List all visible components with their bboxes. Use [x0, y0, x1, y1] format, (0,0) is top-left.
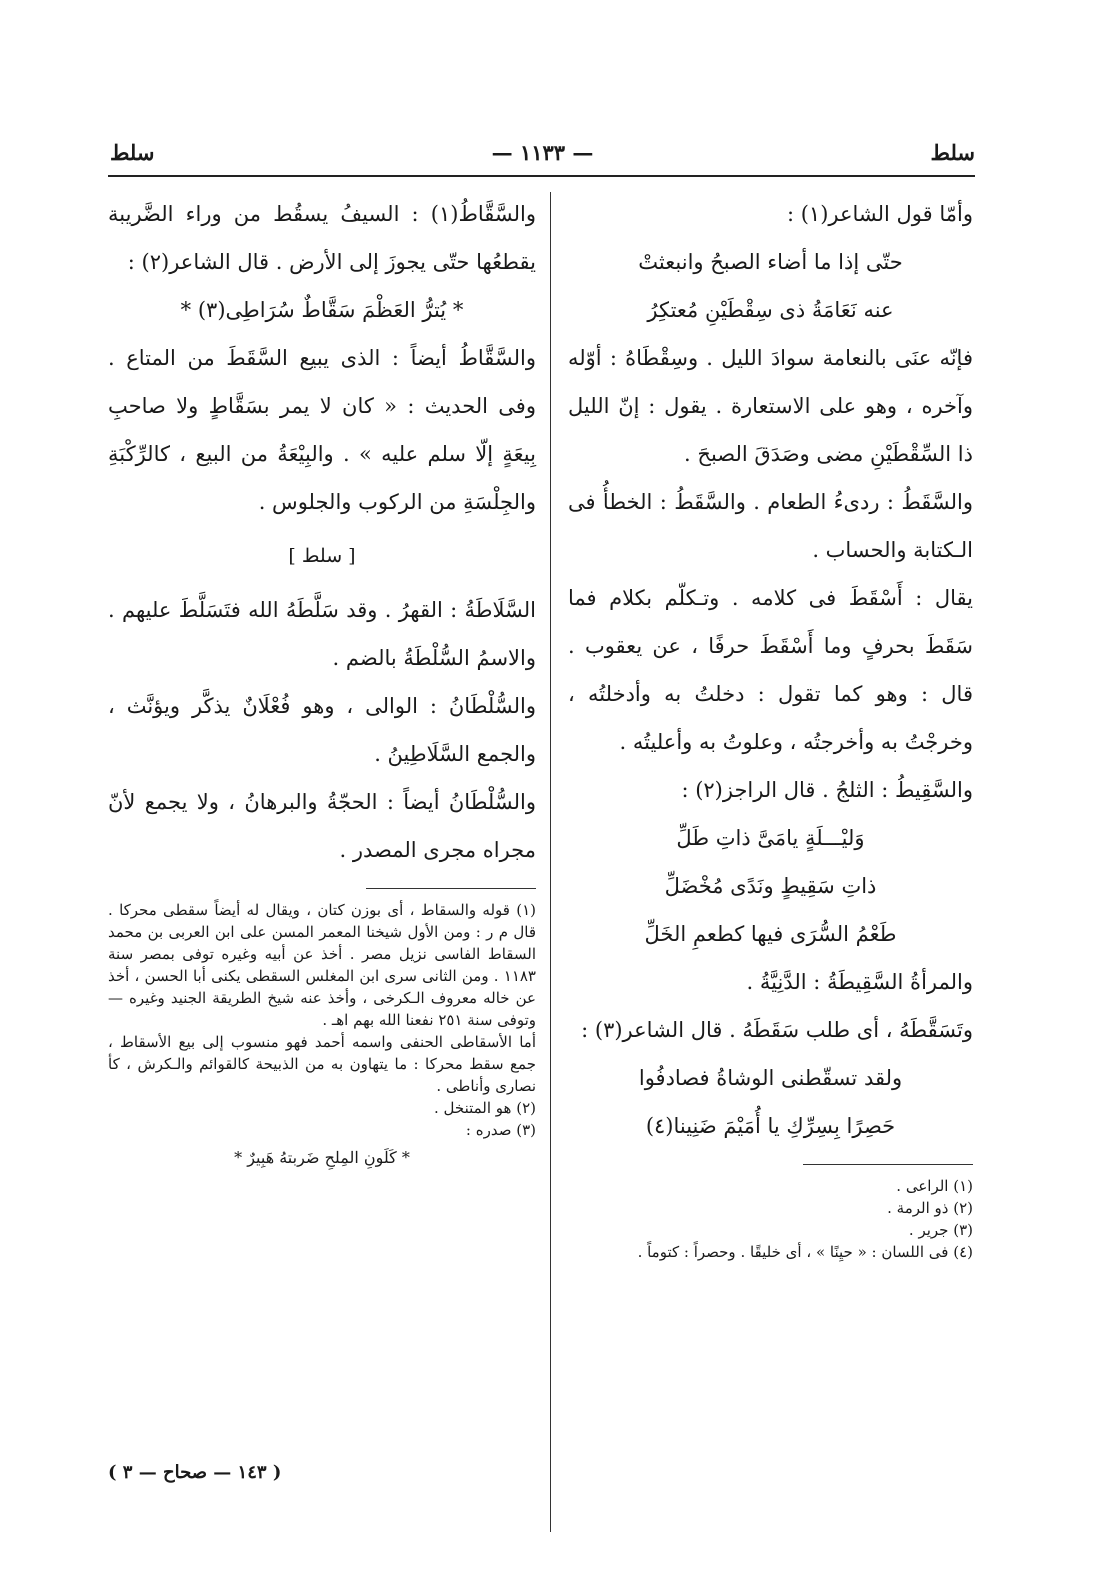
entry-paragraph: وتَسَقَّطَهُ ، أى طلب سَقَطَهُ . قال الشاعر(٣) : — [581, 1018, 973, 1042]
poetry-verse: ذاتِ سَقِيطٍ ونَدًى مُخْضَلِّ — [664, 874, 877, 898]
entry-paragraph: والسَّقَّاطُ أيضاً : الذى يبيع السَّقَطَ من المتاع . وفى الحديث : « كان لا يمر بسَقَّاطٍ ولا صاحبِ بِيعَةٍ إلّا سلم عليه » . والبِيْعَةُ من البيع ، كالرِّكْبَةِ والجِلْسَةِ من الركوب والجلوس . — [108, 346, 536, 514]
page-number: — ١١٣٣ — — [491, 140, 594, 165]
footnote: (٣) صدره : — [465, 1121, 536, 1139]
footnote: أما الأسقاطى الحنفى واسمه أحمد فهو منسوب إلى بيع الأسقاط ، جمع سقط محركا : ما يتهاون به من الذبيحة كالقوائم والـكرش ، كأ نصارى وأناطى . — [108, 1033, 536, 1095]
footnote: (٢) ذو الرمة . — [887, 1199, 973, 1217]
entry-paragraph: يقال : أَسْقَطَ فى كلامه . وتـكلّم بكلام فما سَقَطَ بحرفٍ وما أَسْقَطَ حرفًا ، عن يعقوب . قال : وهو كما تقول : دخلتُ به وأدخلتُه ، وخرجْتُ به وأخرجتُه ، وعلوتُ به وأعليتُه . — [568, 586, 973, 754]
poetry-verse: حتّى إذا ما أضاء الصبحُ وانبعثتْ — [638, 250, 903, 274]
signature-text: ( ١٤٣ — صحاح — ٣ ) — [108, 1462, 282, 1483]
footnote: (٣) جرير . — [908, 1221, 973, 1239]
footnote-rule — [803, 1164, 973, 1165]
entry-paragraph: والسُّلْطَانُ : الوالى ، وهو فُعْلَانٌ يذكَّر ويؤنَّث ، والجمع السَّلَاطِينُ . — [108, 694, 536, 766]
footnote: (٤) فى اللسان : « حيِنًا » ، أى خليقًا . وحصراً : كتوماً . — [637, 1243, 973, 1261]
header-rule — [108, 175, 975, 177]
poetry-verse: وَليْـــلَةٍ يامَىَّ ذاتِ طَلِّ — [676, 826, 865, 850]
right-column — [568, 190, 973, 1263]
poetry-verse: ولقد تسقّطنى الوشاةُ فصادفُوا — [638, 1066, 903, 1090]
entry-paragraph: فإنّه عنَى بالنعامة سوادَ الليل . وسِقْطَاهُ : أوّله وآخره ، وهو على الاستعارة . يقول : إنّ الليل ذا السِّقْطَيْنِ مضى وصَدَقَ الصبحَ . — [568, 346, 973, 466]
poetry-verse: * يُترُّ العَظْمَ سَقَّاطٌ سُرَاطِى(٣) * — [180, 298, 464, 322]
footnote: (٢) هو المتنخل . — [433, 1099, 536, 1117]
footnote-rule — [366, 888, 536, 889]
poetry-verse: طَعْمُ السُّرَى فيها كطعمِ الخَلِّ — [644, 922, 897, 946]
entry-paragraph: والسُّلْطَانُ أيضاً : الحجّةُ والبرهانُ ، ولا يجمع لأنّ مجراه مجرى المصدر . — [108, 790, 536, 862]
entry-paragraph: والسَّقَّاطُ(١) : السيفُ يسقُط من وراء الضَّريبة يقطعُها حتّى يجوزَ إلى الأرض . قال الشاعر(٢) : — [108, 202, 536, 274]
entry-paragraph: السَّلَاطَةُ : القهرُ . وقد سَلَّطَهُ الله فتَسَلَّطَ عليهم . والاسمُ السُّلْطَةُ بالضم . — [108, 598, 536, 670]
entry-paragraph: والسَّقَطُ : ردىءُ الطعام . والسَّقَطُ : الخطأُ فى الـكتابة والحساب . — [568, 490, 973, 562]
left-column — [108, 190, 536, 1171]
header-root-word-left: سلط — [110, 140, 155, 165]
header-root-word-right: سلط — [930, 140, 975, 165]
signature-mark — [108, 1462, 538, 1483]
entry-paragraph: والسَّقِيطُ : الثلجُ . قال الراجز(٢) : — [681, 778, 973, 802]
footnote-verse: * كَلَونِ المِلحِ ضَربتهُ هَبِيرٌ * — [234, 1148, 410, 1167]
poetry-verse: عنه نَعَامَةُ ذى سِقْطَيْنِ مُعتكِرُ — [647, 298, 894, 322]
poetry-verse: حَصِرًا بِسِرِّكِ يا أُمَيْمَ ضَنِينا(٤) — [645, 1114, 896, 1138]
entry-heading: [ سلط ] — [288, 545, 356, 567]
footnote: (١) قوله والسقاط ، أى بوزن كتان ، ويقال له أيضاً سقطى محركا . قال م ر : ومن الأول شيخنا المعمر المسن على ابن العربى بن محمد السقاط الفاسى نزيل مصر . أخذ عن أبيه وغيره توفى بمصر سنة ١١٨٣ . ومن الثانى سرى ابن المغلس السقطى يكنى أبا الحسن ، أخذ عن خاله معروف الـكرخى ، وأخذ عنه شيخ الطريقة الجنيد وغيره — وتوفى سنة ٢٥١ نفعنا الله بهم اهـ . — [108, 901, 536, 1029]
entry-paragraph: وأمّا قول الشاعر(١) : — [786, 202, 973, 226]
page-header — [110, 140, 975, 176]
footnote: (١) الراعى . — [896, 1177, 973, 1195]
column-divider — [550, 192, 551, 1532]
entry-paragraph: والمرأةُ السَّقِيطَةُ : الدَّنِيَّةُ . — [746, 970, 973, 994]
